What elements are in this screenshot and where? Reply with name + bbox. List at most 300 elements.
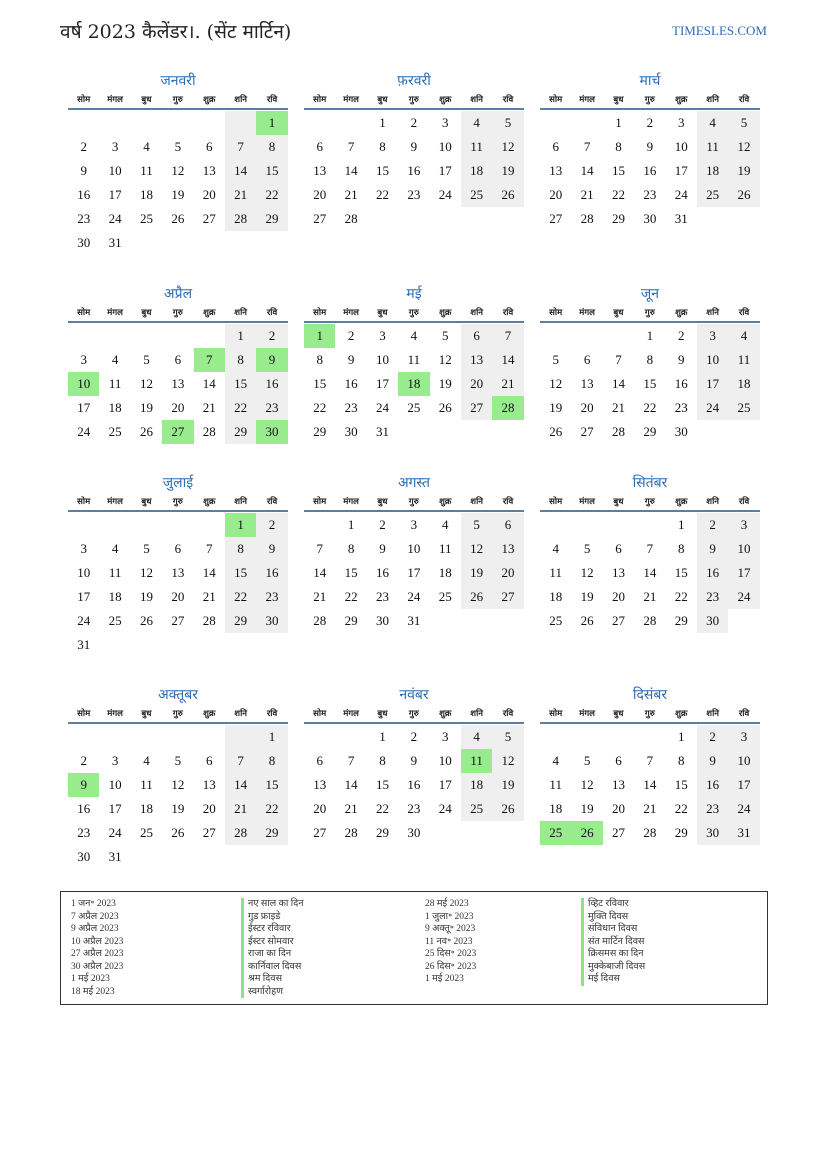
day-cell: 2 — [678, 328, 685, 343]
day-cell: 1 — [225, 324, 256, 348]
day-cell: 18 — [549, 801, 563, 816]
weekday-label: शनि — [470, 308, 483, 318]
day-cell: 28 — [313, 613, 327, 628]
day-cell: 20 — [171, 400, 185, 415]
day-cell: 6 — [316, 139, 323, 154]
day-cell: 11 — [140, 163, 153, 178]
day-cell: 22 — [225, 396, 256, 420]
day-cell: 24 — [438, 187, 452, 202]
empty-cell — [603, 725, 634, 749]
empty-cell — [225, 725, 256, 749]
empty-cell — [68, 324, 99, 348]
weekday-label: शनि — [706, 308, 719, 318]
day-cell: 25 — [549, 613, 563, 628]
day-cell: 3 — [728, 513, 759, 537]
weekday-label: शुक्र — [675, 497, 688, 507]
day-cell: 28 — [202, 613, 216, 628]
day-cell: 15 — [643, 376, 657, 391]
day-cell: 24 — [697, 396, 728, 420]
day-cell: 13 — [580, 376, 594, 391]
day-cell: 26 — [580, 613, 594, 628]
empty-cell — [194, 111, 225, 135]
day-cell: 27 — [313, 211, 327, 226]
weekday-label: शुक्र — [675, 709, 688, 719]
day-cell: 8 — [678, 753, 685, 768]
day-cell: 6 — [583, 352, 591, 367]
day-cell: 25 — [139, 825, 153, 840]
day-cell: 22 — [256, 183, 287, 207]
day-cell: 13 — [461, 348, 492, 372]
day-cell: 13 — [171, 376, 185, 391]
day-cell: 28 — [344, 825, 358, 840]
empty-cell — [540, 324, 571, 348]
legend-holiday-name: ईस्टर सोमवार — [241, 936, 304, 949]
day-cell: 8 — [379, 753, 386, 768]
weekday-label: गुरु — [644, 497, 655, 507]
day-cell: 3 — [728, 725, 759, 749]
day-cell: 23 — [674, 400, 688, 415]
legend-date: 25 दिस॰ 2023 — [425, 949, 477, 959]
empty-cell — [162, 324, 193, 348]
day-cell: 2 — [410, 115, 418, 130]
day-cell: 21 — [344, 801, 358, 816]
empty-cell — [68, 513, 99, 537]
day-cell: 14 — [225, 773, 256, 797]
day-cell: 22 — [256, 797, 287, 821]
day-cell: 16 — [77, 187, 91, 202]
day-cell: 16 — [77, 801, 91, 816]
day-cell: 20 — [580, 400, 594, 415]
holiday-day-cell: 26 — [571, 821, 602, 845]
day-cell: 10 — [697, 348, 728, 372]
day-cell: 7 — [225, 135, 256, 159]
weekday-label: रवि — [266, 497, 278, 507]
weekday-label: बुध — [141, 95, 152, 105]
day-cell: 3 — [111, 139, 119, 154]
day-cell: 5 — [461, 513, 492, 537]
day-cell: 13 — [492, 537, 523, 561]
weekday-label: शनि — [234, 709, 247, 719]
day-cell: 7 — [646, 753, 654, 768]
day-cell: 8 — [256, 135, 287, 159]
day-cell: 1 — [646, 328, 654, 343]
day-cell: 6 — [615, 753, 622, 768]
month-name: अगस्त — [397, 475, 430, 491]
day-cell: 28 — [202, 424, 216, 439]
day-cell: 7 — [583, 139, 591, 154]
weekday-label: रवि — [266, 709, 278, 719]
month-name: अक्तूबर — [158, 687, 198, 703]
empty-cell — [335, 111, 366, 135]
day-cell: 20 — [171, 589, 185, 604]
day-cell: 18 — [461, 773, 492, 797]
day-cell: 24 — [108, 211, 122, 226]
day-cell: 18 — [728, 372, 759, 396]
legend-holiday-name: राजा का दिन — [241, 948, 304, 961]
day-grid — [540, 513, 760, 633]
day-cell: 9 — [410, 753, 418, 768]
day-cell: 1 — [678, 729, 685, 744]
weekday-label: मंगल — [107, 497, 123, 507]
empty-cell — [571, 725, 602, 749]
day-cell: 15 — [313, 376, 327, 391]
day-cell: 27 — [202, 211, 216, 226]
day-cell: 8 — [347, 541, 355, 556]
day-cell: 14 — [344, 777, 358, 792]
legend-holiday-name: नए साल का दिन — [241, 898, 304, 911]
day-cell: 6 — [552, 139, 559, 154]
day-cell: 16 — [697, 773, 728, 797]
month-block — [540, 474, 760, 633]
day-cell: 12 — [549, 376, 563, 391]
day-cell: 10 — [728, 537, 759, 561]
weekday-label: शनि — [706, 709, 719, 719]
empty-cell — [194, 725, 225, 749]
weekday-label: सोम — [77, 497, 91, 507]
day-cell: 30 — [697, 609, 728, 633]
month-block — [540, 686, 760, 845]
day-cell: 8 — [225, 348, 256, 372]
weekday-label: शुक्र — [439, 497, 452, 507]
empty-cell — [99, 725, 130, 749]
weekday-label: रवि — [502, 709, 514, 719]
month-name: जून — [640, 286, 660, 302]
legend-date: 1 जन॰ 2023 — [71, 899, 116, 909]
day-cell: 4 — [143, 753, 150, 768]
day-cell: 18 — [549, 589, 563, 604]
day-cell: 20 — [461, 372, 492, 396]
holiday-day-cell: 1 — [225, 513, 256, 537]
day-cell: 27 — [580, 424, 594, 439]
day-cell: 23 — [375, 589, 389, 604]
day-cell: 29 — [313, 424, 327, 439]
weekday-label: रवि — [738, 95, 750, 105]
month-name: दिसंबर — [632, 687, 668, 703]
weekday-label: सोम — [549, 497, 563, 507]
day-cell: 2 — [80, 139, 87, 154]
day-cell: 13 — [202, 777, 216, 792]
day-cell: 30 — [697, 821, 728, 845]
day-cell: 16 — [375, 565, 389, 580]
empty-cell — [68, 725, 99, 749]
day-cell: 7 — [646, 541, 654, 556]
day-cell: 11 — [549, 565, 562, 580]
day-cell: 5 — [174, 753, 182, 768]
day-cell: 1 — [615, 115, 622, 130]
weekday-label: रवि — [502, 497, 514, 507]
legend-date: 9 अक्तू॰ 2023 — [425, 924, 476, 934]
day-cell: 3 — [442, 115, 449, 130]
legend-names-col1 — [241, 898, 304, 998]
day-cell: 12 — [728, 135, 759, 159]
day-cell: 14 — [643, 777, 657, 792]
day-cell: 3 — [442, 729, 449, 744]
day-cell: 2 — [256, 324, 287, 348]
weekday-label: रवि — [502, 95, 514, 105]
day-cell: 22 — [344, 589, 358, 604]
day-cell: 20 — [611, 801, 625, 816]
day-grid — [304, 324, 524, 444]
empty-cell — [634, 725, 665, 749]
empty-cell — [571, 111, 602, 135]
day-cell: 5 — [143, 352, 150, 367]
weekday-label: शनि — [234, 497, 247, 507]
day-cell: 31 — [674, 211, 688, 226]
day-cell: 2 — [697, 513, 728, 537]
day-cell: 9 — [678, 352, 685, 367]
day-cell: 10 — [108, 777, 122, 792]
weekday-label: सोम — [549, 308, 563, 318]
empty-cell — [540, 725, 571, 749]
day-cell: 4 — [697, 111, 728, 135]
day-cell: 12 — [171, 163, 185, 178]
day-cell: 28 — [643, 613, 657, 628]
day-cell: 25 — [108, 424, 122, 439]
day-cell: 28 — [344, 211, 358, 226]
holiday-day-cell: 1 — [256, 111, 287, 135]
legend-dates-col1 — [71, 898, 123, 998]
day-cell: 6 — [206, 753, 213, 768]
weekday-label: सोम — [77, 95, 91, 105]
legend-holiday-name: कार्निवाल दिवस — [241, 961, 304, 974]
weekday-label: शनि — [470, 497, 483, 507]
legend-date: 7 अप्रैल 2023 — [71, 911, 119, 922]
weekday-label: गुरु — [172, 709, 183, 719]
holiday-day-cell: 9 — [68, 773, 99, 797]
weekday-label: सोम — [313, 308, 327, 318]
day-cell: 5 — [728, 111, 759, 135]
weekday-label: मंगल — [107, 95, 123, 105]
day-cell: 15 — [344, 565, 358, 580]
month-name: जुलाई — [162, 475, 194, 491]
day-cell: 31 — [108, 849, 122, 864]
holiday-day-cell: 18 — [398, 372, 429, 396]
day-cell: 27 — [611, 825, 625, 840]
day-cell: 24 — [728, 585, 759, 609]
day-cell: 14 — [492, 348, 523, 372]
day-cell: 21 — [202, 400, 216, 415]
empty-cell — [99, 324, 130, 348]
day-cell: 19 — [461, 561, 492, 585]
weekday-label: सोम — [313, 95, 327, 105]
day-cell: 10 — [728, 749, 759, 773]
day-cell: 19 — [171, 187, 185, 202]
day-cell: 22 — [674, 801, 688, 816]
empty-cell — [131, 111, 162, 135]
day-cell: 17 — [728, 773, 759, 797]
empty-cell — [304, 513, 335, 537]
holiday-day-cell: 10 — [68, 372, 99, 396]
day-cell: 2 — [379, 517, 386, 532]
day-cell: 20 — [492, 561, 523, 585]
day-cell: 2 — [410, 729, 418, 744]
legend-holiday-name: श्रम दिवस — [241, 973, 304, 986]
weekday-label: शनि — [470, 709, 483, 719]
legend-holiday-name: मुक्केबाजी दिवस — [581, 961, 645, 974]
day-cell: 10 — [438, 753, 452, 768]
day-cell: 14 — [580, 163, 594, 178]
day-cell: 7 — [347, 753, 355, 768]
day-cell: 3 — [111, 753, 119, 768]
day-cell: 11 — [461, 135, 492, 159]
weekday-label: रवि — [738, 497, 750, 507]
day-cell: 13 — [202, 163, 216, 178]
empty-cell — [335, 725, 366, 749]
day-cell: 18 — [108, 589, 122, 604]
legend-holiday-name: मुक्ति दिवस — [581, 911, 645, 924]
day-cell: 31 — [77, 637, 91, 652]
day-cell: 31 — [728, 821, 759, 845]
weekday-label: गुरु — [644, 95, 655, 105]
day-cell: 27 — [171, 613, 185, 628]
day-grid — [540, 111, 760, 231]
weekday-header — [304, 94, 524, 110]
weekday-label: मंगल — [579, 497, 595, 507]
legend-date: 18 मई 2023 — [71, 986, 115, 997]
day-cell: 4 — [552, 753, 559, 768]
day-grid — [68, 324, 288, 444]
day-cell: 24 — [77, 424, 91, 439]
weekday-label: गुरु — [644, 308, 655, 318]
day-cell: 22 — [375, 187, 389, 202]
day-cell: 30 — [344, 424, 358, 439]
day-cell: 22 — [375, 801, 389, 816]
day-cell: 9 — [697, 749, 728, 773]
day-cell: 21 — [643, 801, 657, 816]
weekday-label: गुरु — [172, 497, 183, 507]
site-link[interactable]: TIMESLES.COM — [672, 23, 767, 38]
day-cell: 12 — [461, 537, 492, 561]
day-cell: 21 — [643, 589, 657, 604]
day-cell: 16 — [344, 376, 358, 391]
day-cell: 9 — [256, 537, 287, 561]
day-cell: 4 — [552, 541, 559, 556]
day-cell: 14 — [313, 565, 327, 580]
weekday-label: बुध — [377, 95, 388, 105]
weekday-label: बुध — [613, 95, 624, 105]
day-cell: 3 — [379, 328, 386, 343]
day-grid — [304, 513, 524, 633]
day-cell: 8 — [225, 537, 256, 561]
day-cell: 15 — [375, 163, 389, 178]
day-cell: 19 — [549, 400, 563, 415]
empty-cell — [99, 513, 130, 537]
day-cell: 21 — [611, 400, 625, 415]
empty-cell — [634, 513, 665, 537]
day-cell: 30 — [77, 849, 91, 864]
day-cell: 18 — [438, 565, 452, 580]
day-cell: 16 — [256, 561, 287, 585]
weekday-label: शुक्र — [203, 497, 216, 507]
day-cell: 8 — [379, 139, 386, 154]
legend-holiday-name: क्रिसमस का दिन — [581, 948, 645, 961]
empty-cell — [99, 111, 130, 135]
day-cell: 16 — [643, 163, 657, 178]
weekday-header — [68, 708, 288, 724]
weekday-label: रवि — [266, 95, 278, 105]
month-name: सितंबर — [632, 475, 668, 491]
weekday-label: शुक्र — [439, 308, 452, 318]
day-grid — [68, 725, 288, 869]
day-cell: 7 — [206, 541, 213, 556]
day-cell: 14 — [202, 565, 216, 580]
day-cell: 17 — [674, 163, 688, 178]
day-cell: 1 — [379, 729, 386, 744]
day-cell: 24 — [375, 400, 389, 415]
day-cell: 18 — [139, 187, 153, 202]
day-cell: 8 — [615, 139, 622, 154]
day-cell: 19 — [492, 773, 523, 797]
day-cell: 18 — [461, 159, 492, 183]
day-cell: 19 — [139, 589, 153, 604]
day-cell: 5 — [552, 352, 559, 367]
day-cell: 2 — [256, 513, 287, 537]
month-block — [540, 285, 760, 444]
day-cell: 4 — [461, 725, 492, 749]
day-cell: 17 — [375, 376, 389, 391]
weekday-label: बुध — [613, 497, 624, 507]
weekday-label: सोम — [549, 95, 563, 105]
day-cell: 19 — [139, 400, 153, 415]
day-cell: 11 — [108, 565, 122, 580]
day-cell: 21 — [344, 187, 358, 202]
day-cell: 27 — [202, 825, 216, 840]
day-cell: 20 — [313, 187, 327, 202]
day-cell: 24 — [108, 825, 122, 840]
day-cell: 20 — [313, 801, 327, 816]
day-cell: 29 — [225, 420, 256, 444]
day-cell: 29 — [611, 211, 625, 226]
day-cell: 27 — [461, 396, 492, 420]
month-name: नवंबर — [399, 687, 429, 703]
empty-cell — [603, 324, 634, 348]
holiday-day-cell: 28 — [492, 396, 523, 420]
day-cell: 2 — [697, 725, 728, 749]
day-cell: 4 — [111, 541, 119, 556]
weekday-header — [304, 307, 524, 323]
day-cell: 23 — [77, 211, 91, 226]
day-cell: 20 — [202, 801, 216, 816]
weekday-header — [540, 496, 760, 512]
day-cell: 21 — [492, 372, 523, 396]
empty-cell — [131, 513, 162, 537]
day-cell: 22 — [611, 187, 625, 202]
day-cell: 18 — [697, 159, 728, 183]
day-cell: 16 — [674, 376, 688, 391]
day-grid — [68, 111, 288, 255]
day-cell: 29 — [344, 613, 358, 628]
day-cell: 4 — [728, 324, 759, 348]
day-cell: 3 — [410, 517, 418, 532]
legend-dates-col2 — [425, 898, 476, 986]
day-cell: 17 — [438, 777, 452, 792]
day-cell: 26 — [549, 424, 563, 439]
weekday-label: गुरु — [408, 709, 419, 719]
day-cell: 3 — [697, 324, 728, 348]
weekday-label: बुध — [377, 709, 388, 719]
day-cell: 8 — [316, 352, 323, 367]
weekday-label: रवि — [502, 308, 514, 318]
legend-holiday-name: स्वर्गारोहण — [241, 986, 304, 999]
legend-date: 10 अप्रैल 2023 — [71, 936, 124, 947]
weekday-label: बुध — [377, 497, 388, 507]
day-grid — [304, 725, 524, 845]
weekday-label: मंगल — [579, 308, 595, 318]
day-cell: 7 — [316, 541, 323, 556]
month-block — [68, 686, 288, 869]
day-cell: 30 — [256, 609, 287, 633]
day-cell: 6 — [461, 324, 492, 348]
